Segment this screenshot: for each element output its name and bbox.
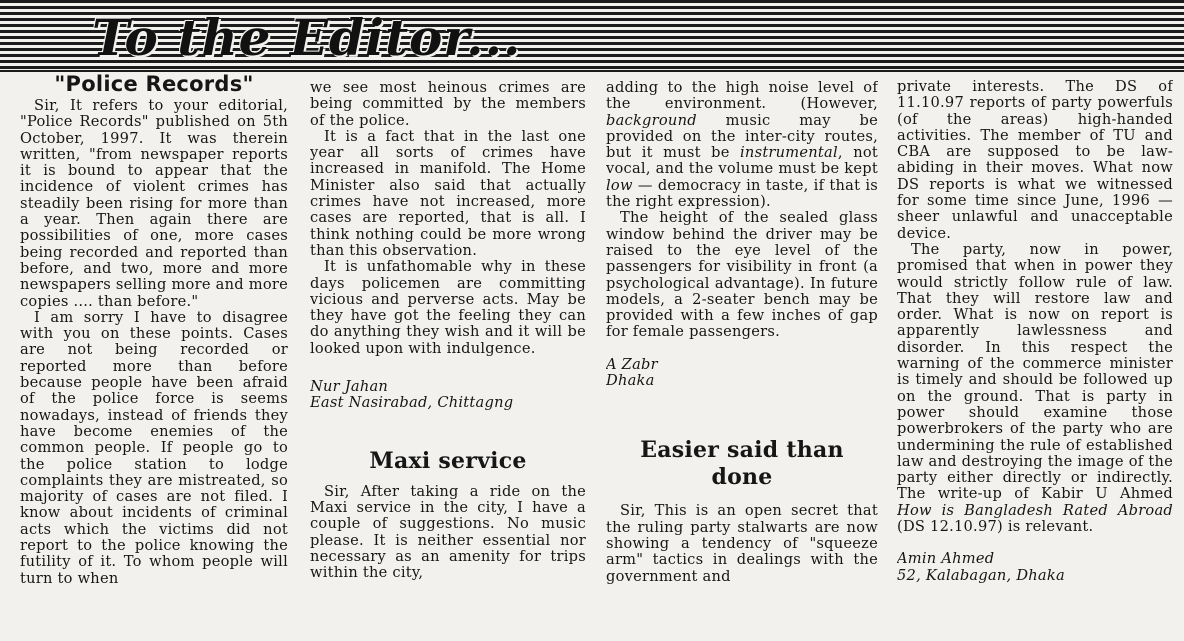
signature-name: Amin Ahmed	[897, 550, 995, 568]
spacer	[310, 412, 586, 448]
police-records-paragraph-5: It is unfathomable why in these days policemen are committing vicious and perverse acts. May be they have got the feeling they can do anything they wish and it will be looked upon with indulgence.	[310, 258, 586, 357]
letter-heading-maxi-service: Maxi service	[369, 447, 527, 474]
police-records-paragraph-3: we see most heinous crimes are being committed by the members of the police.	[310, 80, 586, 129]
maxi-service-paragraph-3: The height of the sealed glass window behind the driver may be raised to the eye level of the passengers for visibility in front (a psychological advantage). In future models, a 2-seater bench may be provided with a few inches of gap for female passengers.	[606, 209, 878, 341]
signature-name: Nur Jahan	[310, 378, 389, 396]
spacer	[897, 535, 1173, 551]
signature-place: Dhaka	[606, 372, 655, 390]
letter-heading-police-records: "Police Records"	[54, 72, 254, 96]
signature-name: A Zabr	[606, 355, 658, 373]
spacer	[606, 341, 878, 357]
easier-said-paragraph-1: Sir, This is an open secret that the ruling party stalwarts are now showing a tendency of "squeeze arm" tactics in dealings with the government and	[606, 502, 878, 585]
masthead-banner	[0, 0, 1184, 72]
easier-said-paragraph-2: private interests. The DS of 11.10.97 reports of party powerfuls (of the areas) high-handed activities. The member of TU and CBA are supposed to be law-abiding in their moves. What now DS reports is what we witnessed for some time since June, 1996 — sheer unlawful and unacceptable device.	[897, 79, 1173, 242]
masthead-title: To the Editor...	[92, 8, 522, 67]
police-records-paragraph-4: It is a fact that in the last one year all sorts of crimes have increased in manifold. The Home Minister also said that actually crimes have not increased, more cases are reported, that is all. I think nothing could be more wrong than this observation.	[310, 127, 586, 259]
maxi-service-paragraph-2: adding to the high noise level of the environment. (However, background music may be provided on the inter-city routes, but it must be instrumental, not vocal, and the volume must be kept low — democracy in taste, if that is the right expression).	[606, 80, 878, 211]
letter-heading-easier-said: Easier said than done	[640, 437, 844, 491]
column-2	[310, 80, 586, 641]
signature-place: 52, Kalabagan, Dhaka	[897, 566, 1065, 584]
column-4	[897, 79, 1173, 640]
spacer	[606, 389, 878, 437]
police-records-paragraph-2: I am sorry I have to disagree with you on these points. Cases are not being recorded or reported more than before because people have been afraid of the police force is seems nowadays, instead of friends they have become enemies of the common people. If people go to the police station to lodge complaints they are mistreated, so majority of cases are not filed. I know about incidents of criminal acts which the victims did not report to the police knowing the futility of it. To whom people will turn to when	[20, 308, 288, 587]
signature-place: East Nasirabad, Chittagng	[310, 394, 514, 412]
spacer	[310, 357, 586, 379]
police-records-paragraph-1: Sir, It refers to your editorial, "Police Records" published on 5th October, 1997. It was therein written, "from newspaper reports it is bound to appear that the incidence of violent crimes has steadily been rising for more than a year. Then again there are possibilities of one, more cases being recorded and reported than before, and two, more and more newspapers selling more and more copies .... than before."	[20, 97, 288, 310]
column-1	[20, 72, 288, 633]
maxi-service-paragraph-1: Sir, After taking a ride on the Maxi service in the city, I have a couple of suggestions. No music please. It is neither essential nor necessary as an amenity for trips within the city,	[310, 482, 586, 582]
column-3	[606, 80, 878, 641]
easier-said-paragraph-3: The party, now in power, promised that when in power they would strictly follow rule of law. That they will restore law and order. What is now on report is apparently lawlessness and disorder. In this respect the warning of the commerce minister is timely and should be followed up on the ground. That is party in power should examine those powerbrokers of the party who are undermining the rule of established law and destroying the image of the party either directly or indirectly. The write-up of Kabir U Ahmed How is Bangladesh Rated Abroad (DS 12.10.97) is relevant.	[897, 240, 1173, 536]
